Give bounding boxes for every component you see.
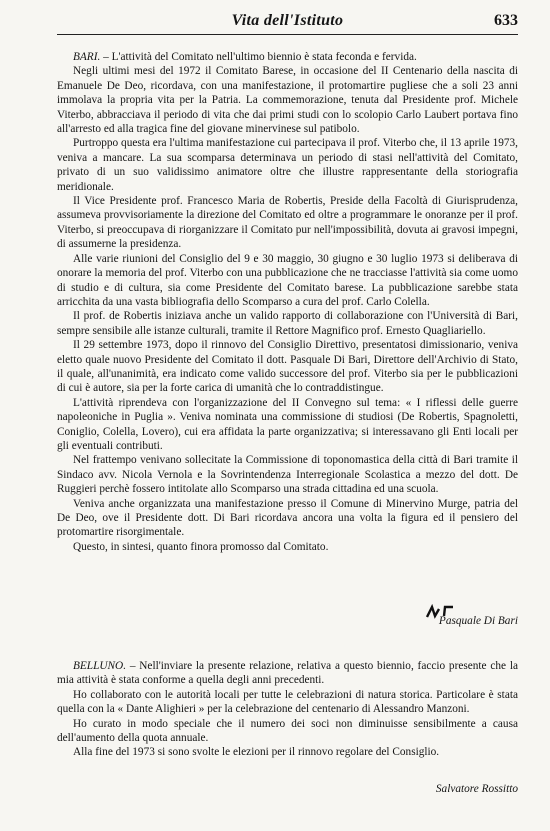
paragraph: Nel frattempo venivano sollecitate la Commissione di toponomastica della città di Bari tramite il Sindaco avv. Nicola Vernola e la Sovrintendenza Interregionale Scolastica a mezzo del dott. De Ruggieri perchè fossero intitolate allo Scomparso una strada cittadina ed una scuola. [57, 454, 518, 496]
bari-report [57, 50, 518, 554]
paragraph: Alla fine del 1973 si sono svolte le elezioni per il rinnovo regolare del Consiglio. [73, 746, 440, 759]
signature-salvatore-rossitto: Salvatore Rossitto [435, 783, 518, 795]
paragraph: Questo, in sintesi, quanto finora promosso dal Comitato. [73, 540, 329, 553]
paragraph: L'attività riprendeva con l'organizzazione del II Convegno sul tema: « I riflessi delle guerre napoleoniche in Puglia ». Veniva nominata una commissione di studiosi (De Robertis, Spagnoletti, Coniglio, Colella, Lovero), cui era affidata la parte organizzativa; si interessavano gli Enti locali per gli eventuali contributi. [57, 396, 518, 452]
paragraph: Veniva anche organizzata una manifestazione presso il Comune di Minervino Murge, patria del De Deo, ove il Presidente dott. Di Bari ricordava ancora una volta la figura ed il pensiero del protomartire risorgimentale. [57, 497, 518, 539]
city-heading-bari: BARI. [73, 51, 101, 63]
running-title: Vita dell'Istituto [231, 12, 344, 29]
page-number: 633 [494, 12, 518, 29]
paragraph: Il 29 settembre 1973, dopo il rinnovo del Consiglio Direttivo, presentatosi dimissionario, veniva eletto quale nuovo Presidente del Comitato il dott. Pasquale Di Bari, Direttore dell'Archivio di Stato, il quale, all'unanimità, era indicato come valido successore del prof. Viterbo sia per le pubblicazioni di cui è autore, sia per la forte carica di umanità che lo contraddistingue. [57, 339, 518, 395]
paragraph: Il Vice Presidente prof. Francesco Maria de Robertis, Preside della Facoltà di Giurisprudenza, assumeva provvisoriamente la direzione del Comitato ed oltre a programmare le onoranze per il prof. Viterbo, si preoccupava di riorganizzare il Comitato pur nell'impossibilità, dovuta ai gravosi impegni, di assumerne la presidenza. [57, 195, 518, 251]
paragraph-text: – L'attività del Comitato nell'ultimo biennio è stata feconda e fervida. [100, 51, 417, 63]
paragraph: Negli ultimi mesi del 1972 il Comitato Barese, in occasione del II Centenario della nascita di Emanuele De Deo, ricordava, con una manifestazione, il protomartire pugliese che a soli 23 anni immolava la propria vita per la Patria. La commemorazione, tenuta dal Presidente prof. Michele Viterbo, abbracciava il periodo di vita che dai primi studi con lo scolopio Carlo Laubert portava fino all'arresto ed alla tragica fine del giovane minervinese sul patibolo. [57, 65, 518, 136]
bari-intro-paragraph [57, 50, 518, 64]
paragraph-text: – Nell'inviare la presente relazione, relativa a questo biennio, faccio presente che la mia attività è stata conforme a quella degli anni precedenti. [57, 660, 518, 687]
paragraph: Il prof. de Robertis iniziava anche un valido rapporto di collaborazione con l'Università di Bari, sempre sensibile alle istanze culturali, tramite il Rettore Magnifico prof. Ernesto Quagliariello. [57, 310, 518, 337]
paragraph: Alle varie riunioni del Consiglio del 9 e 30 maggio, 30 giugno e 30 luglio 1973 si deliberava di onorare la memoria del prof. Viterbo con una pubblicazione che ne tracciasse l'attività sia come uomo di studio e di cultura, sia come Presidente del Comitato barese. La pubblicazione sarebbe stata arricchita da una vasta bibliografia dello Scomparso a cura del prof. Carlo Colella. [57, 252, 518, 308]
belluno-report [57, 659, 518, 760]
city-heading-belluno: BELLUNO. [73, 660, 127, 672]
paragraph: Ho collaborato con le autorità locali per tutte le celebrazioni di natura storica. Particolare è stata quella con la « Dante Alighieri » per la celebrazione del centenario di Alessandro Manzoni. [57, 688, 518, 716]
page-header [57, 12, 518, 35]
paragraph: Purtroppo questa era l'ultima manifestazione cui partecipava il prof. Viterbo che, il 13 aprile 1973, veniva a mancare. La sua scomparsa determinava un periodo di stasi nell'attività del Comitato, privato di un suo validissimo animatore oltre che illustre rappresentante della storiografia meridionale. [57, 137, 518, 193]
signature-pasquale-di-bari: Pasquale Di Bari [438, 615, 518, 627]
belluno-intro-paragraph [57, 659, 518, 688]
paragraph: Ho curato in modo speciale che il numero dei soci non diminuisse sensibilmente a causa dell'aumento della quota annuale. [57, 717, 518, 745]
